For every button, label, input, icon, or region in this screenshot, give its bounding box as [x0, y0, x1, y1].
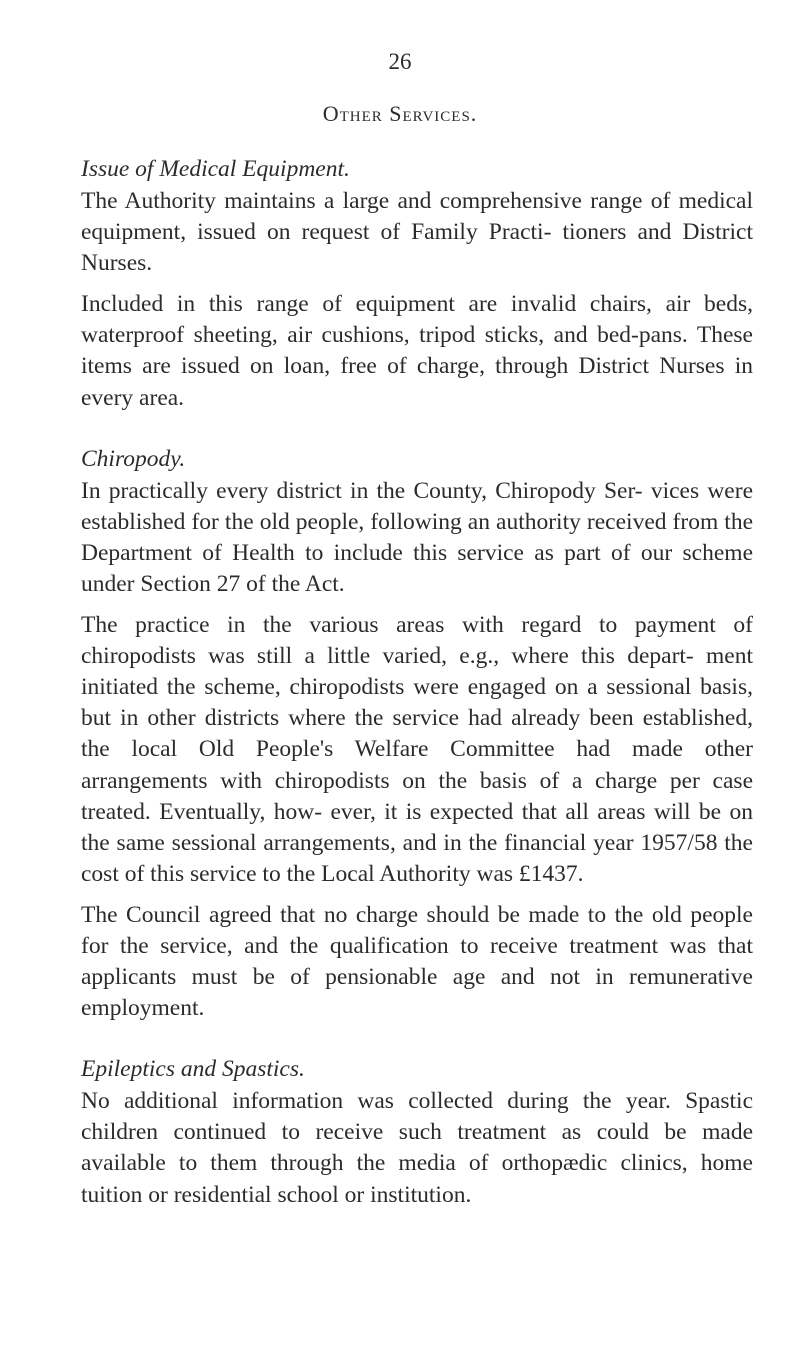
- paragraph: The Authority maintains a large and comprehensive range of medical equipment, issued on request of Family Practi- tioners and District Nurses.: [81, 188, 753, 277]
- section-chiropody: [81, 442, 753, 1025]
- section-heading: Issue of Medical Equipment.: [81, 156, 350, 182]
- paragraph: In practically every district in the County, Chiropody Ser- vices were established for the old people, following an authority received from the Department of Health to include this service as part of our scheme under Section 27 of the Act.: [81, 477, 753, 597]
- paragraph: No additional information was collected during the year. Spastic children continued to receive such treatment as could be made available to them through the media of orthopædic clinics, home tuition or residential school or institution.: [81, 1088, 753, 1208]
- paragraph: Included in this range of equipment are invalid chairs, air beds, waterproof sheeting, air cushions, tripod sticks, and bed-pans. These items are issued on loan, free of charge, through District Nurses in every area.: [81, 291, 753, 411]
- page-content: [81, 152, 753, 1211]
- section-medical-equipment: [81, 152, 753, 414]
- page-number: 26: [388, 49, 412, 74]
- paragraph: The practice in the various areas with regard to payment of chiropodists was still a little varied, e.g., where this depart- ment initiated the scheme, chiropodists were engaged on a sessional basis, but in other districts where the service had already been established, the local Old People's Welfare Committee had made other arrangements with chiropodists on the basis of a charge per case treated. Eventually, how- ever, it is expected that all areas will be on the same sessional arrangements, and in the financial year 1957/58 the cost of this service to the Local Authority was £1437.: [81, 612, 753, 887]
- section-heading: Epileptics and Spastics.: [81, 1056, 305, 1083]
- paragraph: The Council agreed that no charge should be made to the old people for the service, and the qualification to receive treatment was that applicants must be of pensionable age and not in remunerative employment.: [81, 901, 753, 1022]
- section-title: Other Services.: [322, 101, 478, 126]
- section-epileptics-spastics: [81, 1052, 753, 1210]
- section-heading: Chiropody.: [81, 445, 186, 472]
